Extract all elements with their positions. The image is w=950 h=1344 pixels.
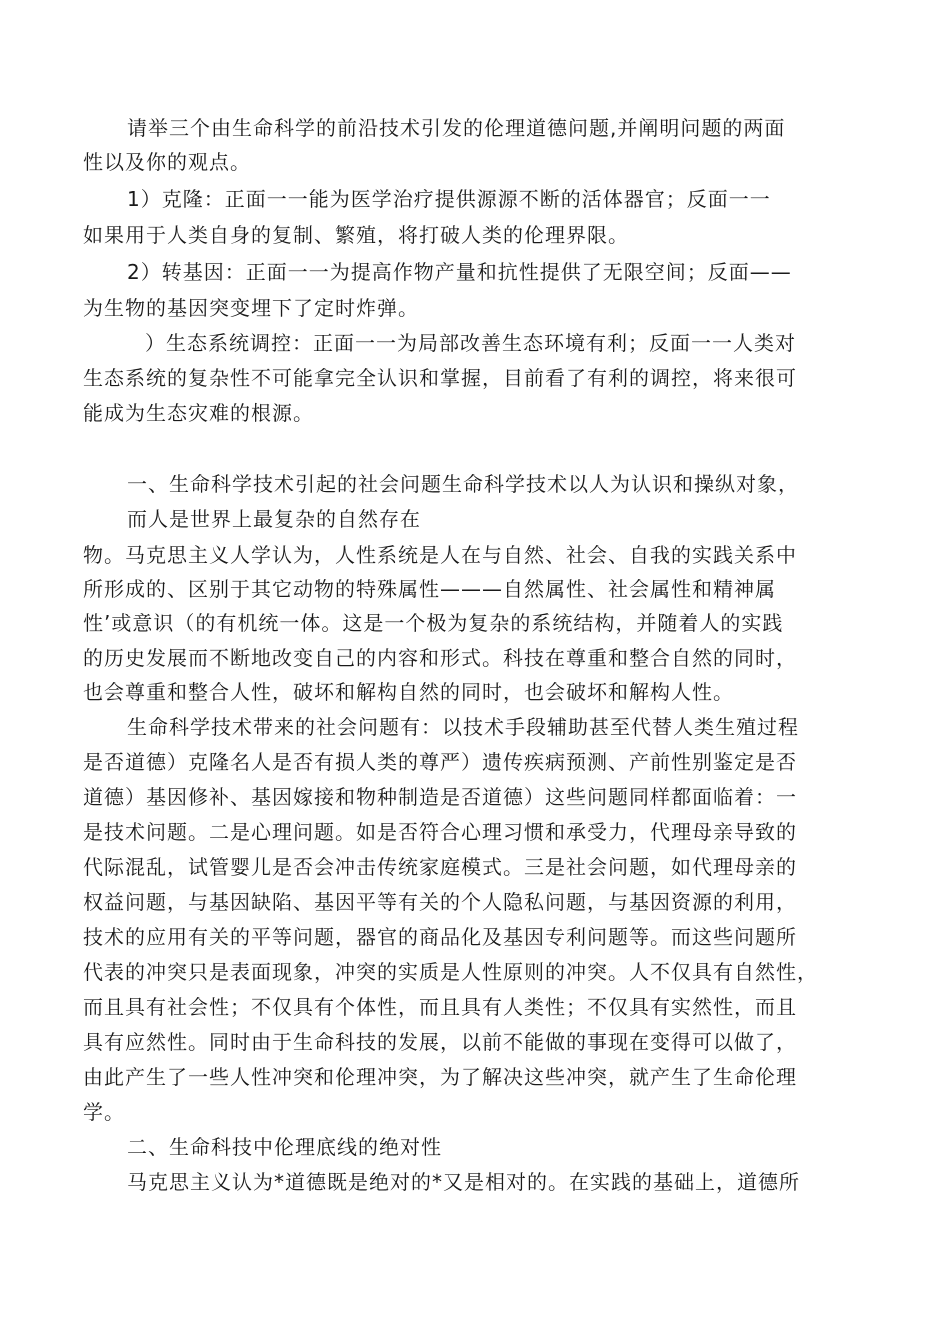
paragraph-line: 请举三个由生命科学的前沿技术引发的伦理道德问题,并阐明问题的两面 xyxy=(127,116,786,140)
paragraph-line: 具有应然性。同时由于生命科技的发展，以前不能做的事现在变得可以做了， xyxy=(83,1030,797,1054)
paragraph-line: 技术的应用有关的平等问题，器官的商品化及基因专利问题等。而这些问题所 xyxy=(83,925,797,949)
paragraph-line: 是技术问题。二是心理问题。如是否符合心理习惯和承受力，代理母亲导致的 xyxy=(83,820,797,844)
paragraph-line: 由此产生了一些人性冲突和伦理冲突，为了解决这些冲突，就产生了生命伦理 xyxy=(83,1065,797,1089)
paragraph-line: 权益问题，与基因缺陷、基因平等有关的个人隐私问题，与基因资源的利用， xyxy=(83,890,797,914)
list-item-line: 能成为生态灾难的根源。 xyxy=(83,401,314,425)
paragraph-line: 物。马克思主义人学认为，人性系统是人在与自然、社会、自我的实践关系中 xyxy=(83,543,797,567)
list-item-line: 2）转基因：正面一一为提高作物产量和抗性提供了无限空间；反面—— xyxy=(127,260,792,284)
paragraph-line: 而人是世界上最复杂的自然存在 xyxy=(127,507,421,531)
paragraph-line: 代际混乱，试管婴儿是否会冲击传统家庭模式。三是社会问题，如代理母亲的 xyxy=(83,855,797,879)
list-item-line: 生态系统的复杂性不可能拿完全认识和掌握，目前看了有利的调控，将来很可 xyxy=(83,366,797,390)
list-item-line: 如果用于人类自身的复制、繁殖，将打破人类的伦理界限。 xyxy=(83,223,629,247)
paragraph-line: 代表的冲突只是表面现象，冲突的实质是人性原则的冲突。人不仅具有自然性， xyxy=(83,960,818,984)
section-heading-line: 一、生命科学技术引起的社会问题生命科学技术以人为认识和操纵对象， xyxy=(127,472,799,496)
paragraph-line: 学。 xyxy=(83,1100,125,1124)
section-heading-line: 二、生命科技中伦理底线的绝对性 xyxy=(127,1135,442,1159)
paragraph-line: 所形成的、区别于其它动物的特殊属性———自然属性、社会属性和精神属 xyxy=(83,577,776,601)
paragraph-line: 生命科学技术带来的社会问题有：以技术手段辅助甚至代替人类生殖过程 xyxy=(127,715,799,739)
list-item-line: ）生态系统调控：正面一一为局部改善生态环境有利；反面一一人类对 xyxy=(145,331,796,355)
paragraph-line: 性以及你的观点。 xyxy=(83,150,251,174)
paragraph-line: 的历史发展而不断地改变自己的内容和形式。科技在尊重和整合自然的同时， xyxy=(83,646,797,670)
paragraph-line: 马克思主义认为*道德既是绝对的*又是相对的。在实践的基础上，道德所 xyxy=(127,1170,800,1194)
paragraph-line: 也会尊重和整合人性，破坏和解构自然的同时，也会破坏和解构人性。 xyxy=(83,680,734,704)
paragraph-line: 性’或意识（的有机统一体。这是一个极为复杂的系统结构，并随着人的实践 xyxy=(83,611,784,635)
paragraph-line: 道德）基因修补、基因嫁接和物种制造是否道德）这些问题同样都面临着：一 xyxy=(83,785,797,809)
paragraph-line: 而且具有社会性；不仅具有个体性，而且具有人类性；不仅具有实然性，而且 xyxy=(83,995,797,1019)
list-item-line: 为生物的基因突变埋下了定时炸弹。 xyxy=(83,296,419,320)
paragraph-line: 是否道德）克隆名人是否有损人类的尊严）遗传疾病预测、产前性别鉴定是否 xyxy=(83,750,797,774)
list-item-line: 1）克隆：正面一一能为医学治疗提供源源不断的活体器官；反面一一 xyxy=(127,187,771,211)
